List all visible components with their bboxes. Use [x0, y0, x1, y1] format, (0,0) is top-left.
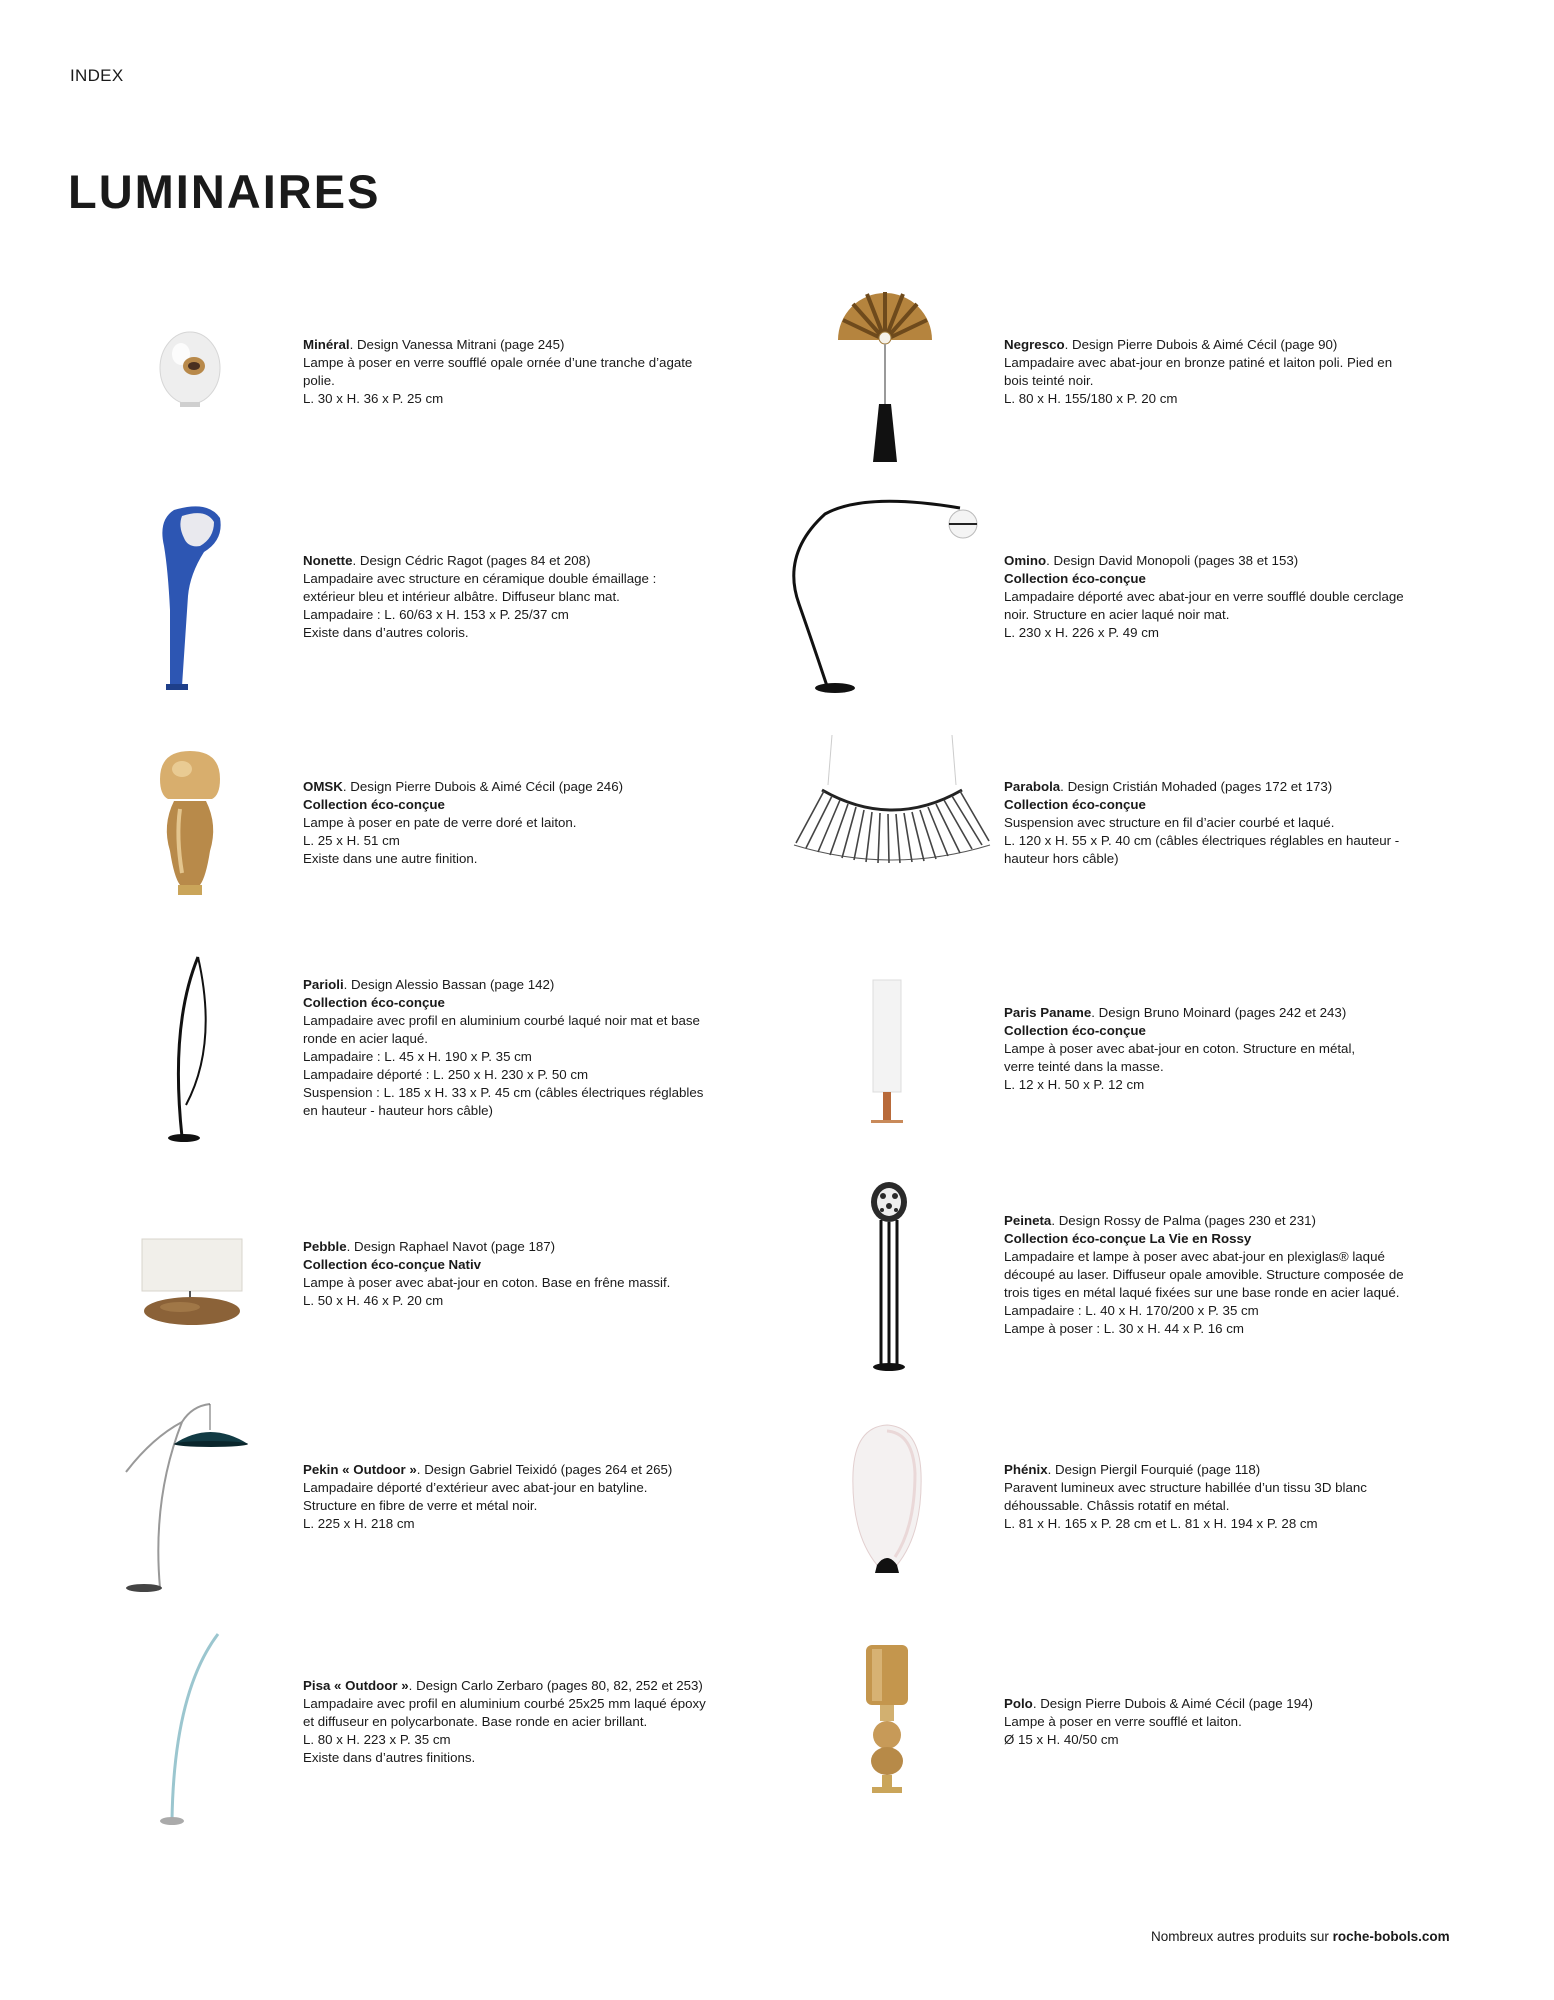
mineral-lamp-icon: [150, 322, 230, 422]
product-line: déhoussable. Châssis rotatif en métal.: [1004, 1498, 1230, 1513]
product-name: Pisa « Outdoor »: [303, 1678, 409, 1693]
product-name: Parabola: [1004, 779, 1061, 794]
product-line: Lampadaire avec structure en céramique double émaillage :: [303, 571, 657, 586]
product-line: noir. Structure en acier laqué noir mat.: [1004, 607, 1230, 622]
product-collection: Collection éco-conçue Nativ: [303, 1257, 482, 1272]
product-line: polie.: [303, 373, 335, 388]
product-collection: Collection éco-conçue: [303, 995, 445, 1010]
pisa-lamp-icon: [152, 1632, 232, 1828]
product-line: Lampadaire avec abat-jour en bronze patiné et laiton poli. Pied en: [1004, 355, 1393, 370]
product-line: hauteur hors câble): [1004, 851, 1119, 866]
product-line: extérieur bleu et intérieur albâtre. Diffuseur blanc mat.: [303, 589, 620, 604]
product-line: Lampe à poser avec abat-jour en coton. Structure en métal,: [1004, 1041, 1356, 1056]
negresco-lamp-icon: [835, 282, 935, 467]
product-line: Lampadaire : L. 60/63 x H. 153 x P. 25/37 cm: [303, 607, 569, 622]
phenix-screen-icon: [849, 1423, 925, 1578]
product-designer: Design Carlo Zerbaro (pages 80, 82, 252 et 253): [416, 1678, 703, 1693]
product-line: L. 30 x H. 36 x P. 25 cm: [303, 391, 444, 406]
product-line: Lampadaire déporté avec abat-jour en verre soufflé double cerclage: [1004, 589, 1404, 604]
pekin-lamp-icon: [122, 1398, 252, 1594]
product-line: verre teinté dans la masse.: [1004, 1059, 1164, 1074]
product-line: Lampadaire : L. 45 x H. 190 x P. 35 cm: [303, 1049, 532, 1064]
product-name: Negresco: [1004, 337, 1065, 352]
product-line: Suspension : L. 185 x H. 33 x P. 45 cm (câbles électriques réglables: [303, 1085, 704, 1100]
product-designer: Design Rossy de Palma (pages 230 et 231): [1058, 1213, 1316, 1228]
product-designer: Design Raphael Navot (page 187): [354, 1239, 556, 1254]
product-designer: Design Vanessa Mitrani (page 245): [356, 337, 565, 352]
product-name: Phénix: [1004, 1462, 1048, 1477]
parioli-lamp-icon: [162, 955, 222, 1145]
product-line: Lampadaire et lampe à poser avec abat-jour en plexiglas® laqué: [1004, 1249, 1385, 1264]
product-name: Peineta: [1004, 1213, 1052, 1228]
product-collection: Collection éco-conçue: [1004, 797, 1146, 812]
product-collection: Collection éco-conçue La Vie en Rossy: [1004, 1231, 1252, 1246]
product-designer: Design Piergil Fourquié (page 118): [1055, 1462, 1261, 1477]
product-line: L. 80 x H. 155/180 x P. 20 cm: [1004, 391, 1178, 406]
nonette-lamp-icon: [148, 500, 228, 692]
index-label: INDEX: [70, 66, 124, 85]
product-designer: Design Cristián Mohaded (pages 172 et 173): [1067, 779, 1333, 794]
footer: [1151, 1929, 1450, 1944]
product-line: Lampe à poser avec abat-jour en coton. Base en frêne massif.: [303, 1275, 671, 1290]
product-line: L. 225 x H. 218 cm: [303, 1516, 415, 1531]
product-designer: Design David Monopoli (pages 38 et 153): [1053, 553, 1299, 568]
product-name: Parioli: [303, 977, 344, 992]
product-line: Lampadaire déporté d’extérieur avec abat-jour en batyline.: [303, 1480, 648, 1495]
product-designer: Design Gabriel Teixidó (pages 264 et 265): [424, 1462, 673, 1477]
product-name: Omino: [1004, 553, 1047, 568]
product-line: Lampe à poser en pate de verre doré et laiton.: [303, 815, 577, 830]
product-name: Minéral: [303, 337, 350, 352]
product-line: L. 12 x H. 50 x P. 12 cm: [1004, 1077, 1145, 1092]
product-name: Nonette: [303, 553, 353, 568]
product-line: Existe dans d’autres finitions.: [303, 1750, 476, 1765]
product-line: trois tiges en métal laqué fixées sur une base ronde en acier laqué.: [1004, 1285, 1400, 1300]
parabola-suspension-icon: [792, 735, 992, 870]
product-name: Polo: [1004, 1696, 1033, 1711]
product-name: Pebble: [303, 1239, 347, 1254]
product-line: bois teinté noir.: [1004, 373, 1094, 388]
product-line: Lampe à poser en verre soufflé et laiton.: [1004, 1714, 1242, 1729]
product-line: Structure en fibre de verre et métal noir.: [303, 1498, 538, 1513]
product-line: L. 25 x H. 51 cm: [303, 833, 400, 848]
product-collection: Collection éco-conçue: [1004, 571, 1146, 586]
footer-site-link[interactable]: roche-bobols.com: [1332, 1929, 1450, 1944]
omino-lamp-icon: [785, 494, 985, 696]
product-line: Lampe à poser : L. 30 x H. 44 x P. 16 cm: [1004, 1321, 1244, 1336]
product-line: Ø 15 x H. 40/50 cm: [1004, 1732, 1119, 1747]
product-line: L. 120 x H. 55 x P. 40 cm (câbles électriques réglables en hauteur -: [1004, 833, 1400, 848]
product-line: L. 81 x H. 165 x P. 28 cm et L. 81 x H. 194 x P. 28 cm: [1004, 1516, 1318, 1531]
product-line: Existe dans d’autres coloris.: [303, 625, 469, 640]
product-line: Existe dans une autre finition.: [303, 851, 478, 866]
product-line: Lampadaire avec profil en aluminium courbé laqué noir mat et base: [303, 1013, 700, 1028]
page-title: LUMINAIRES: [68, 165, 381, 218]
product-collection: Collection éco-conçue: [1004, 1023, 1146, 1038]
product-name: Pekin « Outdoor »: [303, 1462, 417, 1477]
product-line: Paravent lumineux avec structure habillée d’un tissu 3D blanc: [1004, 1480, 1367, 1495]
product-designer: Design Bruno Moinard (pages 242 et 243): [1098, 1005, 1347, 1020]
peineta-lamp-icon: [867, 1180, 911, 1372]
product-line: L. 230 x H. 226 x P. 49 cm: [1004, 625, 1159, 640]
product-name: Paris Paname: [1004, 1005, 1092, 1020]
product-line: et diffuseur en polycarbonate. Base ronde en acier brillant.: [303, 1714, 648, 1729]
product-line: ronde en acier laqué.: [303, 1031, 428, 1046]
product-line: en hauteur - hauteur hors câble): [303, 1103, 493, 1118]
pebble-lamp-icon: [138, 1237, 248, 1329]
footer-text: Nombreux autres produits sur: [1151, 1929, 1329, 1944]
product-line: L. 80 x H. 223 x P. 35 cm: [303, 1732, 451, 1747]
product-designer: Design Alessio Bassan (page 142): [351, 977, 555, 992]
product-line: L. 50 x H. 46 x P. 20 cm: [303, 1293, 444, 1308]
product-line: Lampadaire avec profil en aluminium courbé 25x25 mm laqué époxy: [303, 1696, 706, 1711]
product-name: OMSK: [303, 779, 343, 794]
product-line: Lampadaire déporté : L. 250 x H. 230 x P. 50 cm: [303, 1067, 589, 1082]
product-line: Lampe à poser en verre soufflé opale ornée d’une tranche d’agate: [303, 355, 693, 370]
paris-paname-lamp-icon: [867, 978, 907, 1126]
product-designer: Design Pierre Dubois & Aimé Cécil (page 194): [1040, 1696, 1313, 1711]
product-line: Lampadaire : L. 40 x H. 170/200 x P. 35 cm: [1004, 1303, 1259, 1318]
product-line: découpé au laser. Diffuseur opale amovible. Structure composée de: [1004, 1267, 1404, 1282]
product-designer: Design Cédric Ragot (pages 84 et 208): [359, 553, 591, 568]
product-designer: Design Pierre Dubois & Aimé Cécil (page 246): [350, 779, 624, 794]
product-designer: Design Pierre Dubois & Aimé Cécil (page 90): [1072, 337, 1338, 352]
omsk-lamp-icon: [150, 747, 230, 899]
product-collection: Collection éco-conçue: [303, 797, 445, 812]
product-line: Suspension avec structure en fil d’acier courbé et laqué.: [1004, 815, 1335, 830]
polo-lamp-icon: [862, 1643, 912, 1801]
